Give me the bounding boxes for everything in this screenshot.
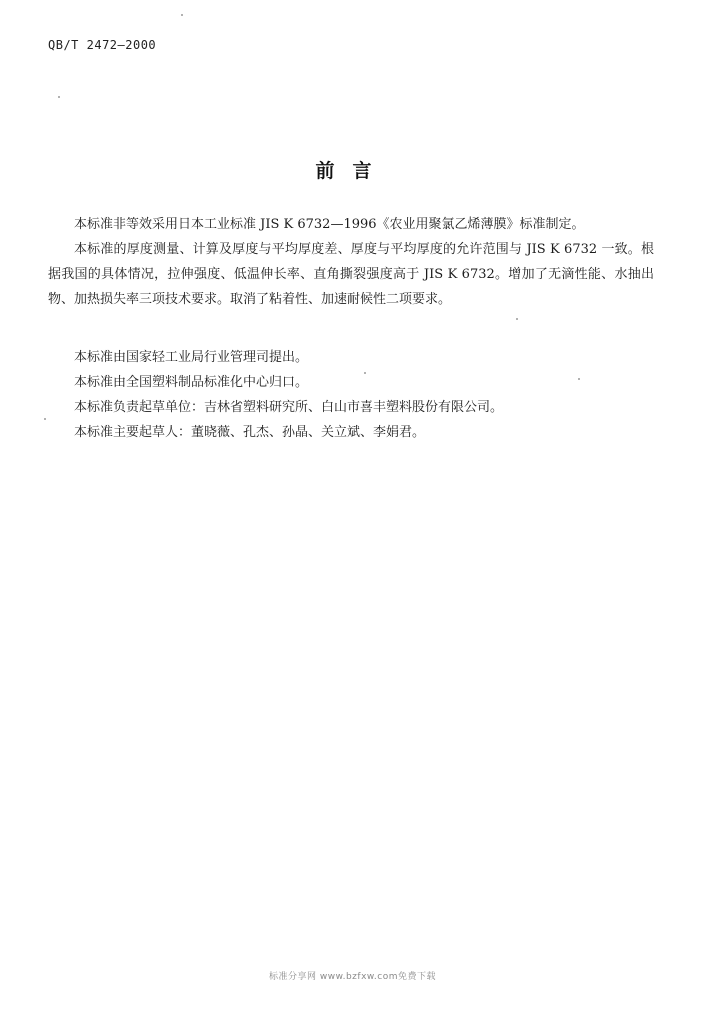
scan-speck — [364, 372, 366, 374]
scan-speck — [516, 318, 518, 320]
scan-speck — [578, 378, 580, 380]
paragraph-centralized-by: 本标准由全国塑料制品标准化中心归口。 — [74, 375, 309, 390]
foreword-section-credits — [48, 345, 654, 445]
scan-speck — [44, 418, 46, 420]
footer-watermark: 标准分享网 www.bzfxw.com免费下载 — [268, 972, 437, 982]
page-title: 前言 — [315, 160, 390, 182]
paragraph-main-drafters: 本标准主要起草人：董晓薇、孔杰、孙晶、关立斌、李娟君。 — [74, 425, 426, 440]
scan-speck — [181, 14, 183, 16]
foreword-section-adoption — [48, 212, 654, 312]
standard-code: QB/T 2472—2000 — [48, 38, 157, 52]
paragraph-proposed-by: 本标准由国家轻工业局行业管理司提出。 — [74, 350, 309, 365]
paragraph-technical-differences: 本标准的厚度测量、计算及厚度与平均厚度差、厚度与平均厚度的允许范围与 JIS K 6732 一致。根据我国的具体情况，拉伸强度、低温伸长率、直角撕裂强度高于 JIS K 6732。增加了无滴性能、水抽出物、加热损失率三项技术要求。取消了粘着性、加速耐候性二项要求。 — [48, 242, 654, 307]
scan-speck — [58, 96, 60, 98]
paragraph-drafting-units: 本标准负责起草单位：吉林省塑料研究所、白山市喜丰塑料股份有限公司。 — [74, 400, 504, 415]
paragraph-adoption: 本标准非等效采用日本工业标准 JIS K 6732—1996《农业用聚氯乙烯薄膜》标准制定。 — [74, 217, 585, 232]
